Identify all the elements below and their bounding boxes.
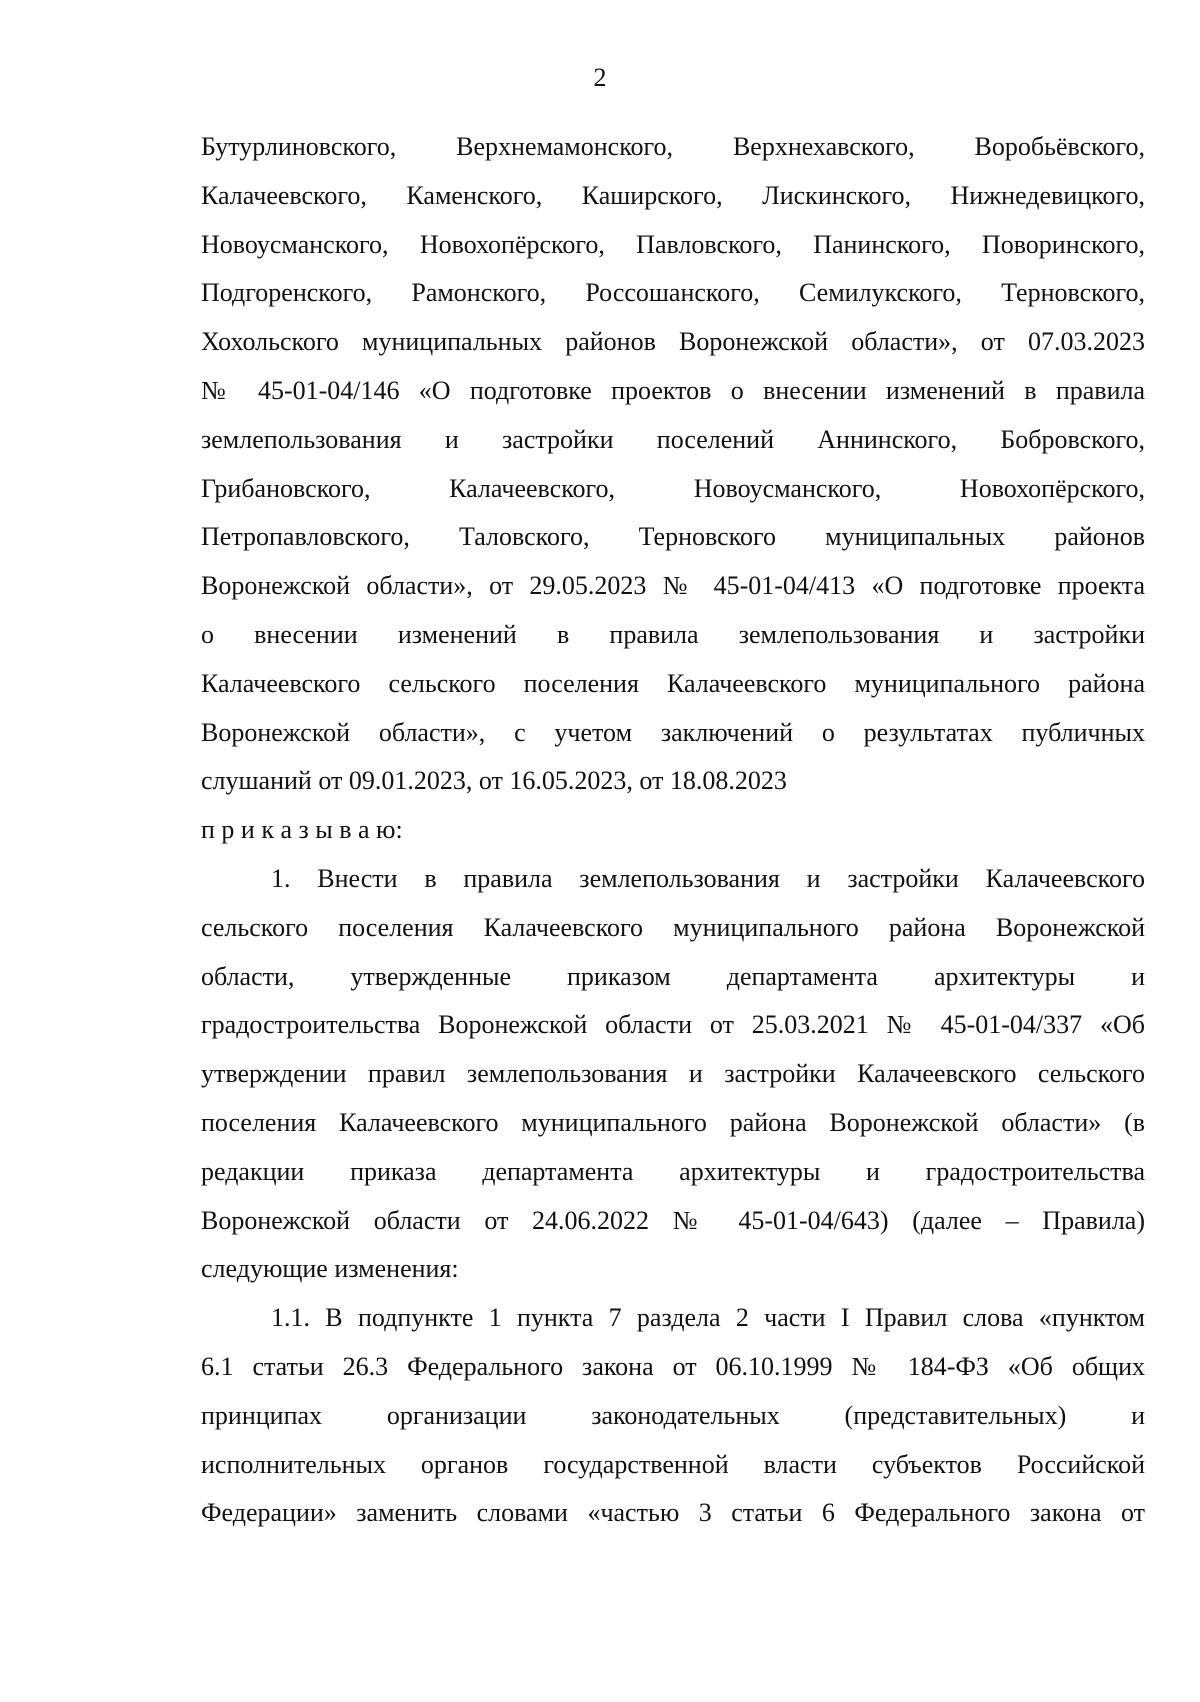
text-line: 1. Внести в правила землепользования и застройки Калачеевского [271, 863, 1145, 893]
text-line: Калачеевского, Каменского, Каширского, Лискинского, Нижнедевицкого, [201, 180, 1145, 210]
text-line: исполнительных органов государственной власти субъектов Российской [201, 1449, 1145, 1479]
text-line: поселения Калачеевского муниципального района Воронежской области» (в [201, 1107, 1145, 1137]
page-number: 2 [593, 63, 607, 92]
text-line: Федерации» заменить словами «частью 3 статьи 6 Федерального закона от [201, 1498, 1145, 1528]
text-line: № 45-01-04/146 «О подготовке проектов о внесении изменений в правила [201, 375, 1145, 405]
text-line: редакции приказа департамента архитектуры и градостроительства [201, 1156, 1145, 1186]
text-line: о внесении изменений в правила землепользования и застройки [201, 619, 1145, 649]
text-line: землепользования и застройки поселений Аннинского, Бобровского, [201, 424, 1145, 454]
text-line: принципах организации законодательных (представительных) и [201, 1400, 1145, 1430]
text-line: Воронежской области от 24.06.2022 № 45-01-04/643) (далее – Правила) [201, 1205, 1145, 1235]
text-line: следующие изменения: [201, 1254, 459, 1284]
text-line: сельского поселения Калачеевского муниципального района Воронежской [201, 912, 1145, 942]
text-line: Петропавловского, Таловского, Терновского муниципальных районов [201, 522, 1145, 552]
order-word: п р и к а з ы в а ю: [201, 815, 403, 845]
text-line: Калачеевского сельского поселения Калачеевского муниципального района [201, 668, 1145, 698]
text-line: 6.1 статьи 26.3 Федерального закона от 06.10.1999 № 184-ФЗ «Об общих [201, 1351, 1145, 1381]
text-line: утверждении правил землепользования и застройки Калачеевского сельского [201, 1059, 1145, 1089]
text-line: Новоусманского, Новохопёрского, Павловского, Панинского, Поворинского, [201, 229, 1145, 259]
text-line: градостроительства Воронежской области от 25.03.2021 № 45-01-04/337 «Об [201, 1010, 1145, 1040]
text-line: слушаний от 09.01.2023, от 16.05.2023, от 18.08.2023 [201, 766, 787, 796]
text-line: 1.1. В подпункте 1 пункта 7 раздела 2 части I Правил слова «пунктом [271, 1303, 1145, 1333]
text-line: Грибановского, Калачеевского, Новоусманского, Новохопёрского, [201, 473, 1145, 503]
text-line: Хохольского муниципальных районов Воронежской области», от 07.03.2023 [201, 327, 1145, 357]
document-body [201, 123, 1145, 1538]
text-line: Воронежской области», с учетом заключений о результатах публичных [201, 717, 1145, 747]
text-line: области, утвержденные приказом департамента архитектуры и [201, 961, 1145, 991]
text-line: Подгоренского, Рамонского, Россошанского, Семилукского, Терновского, [201, 278, 1145, 308]
text-line: Воронежской области», от 29.05.2023 № 45-01-04/413 «О подготовке проекта [201, 571, 1145, 601]
text-line: Бутурлиновского, Верхнемамонского, Верхнехавского, Воробьёвского, [201, 132, 1145, 161]
